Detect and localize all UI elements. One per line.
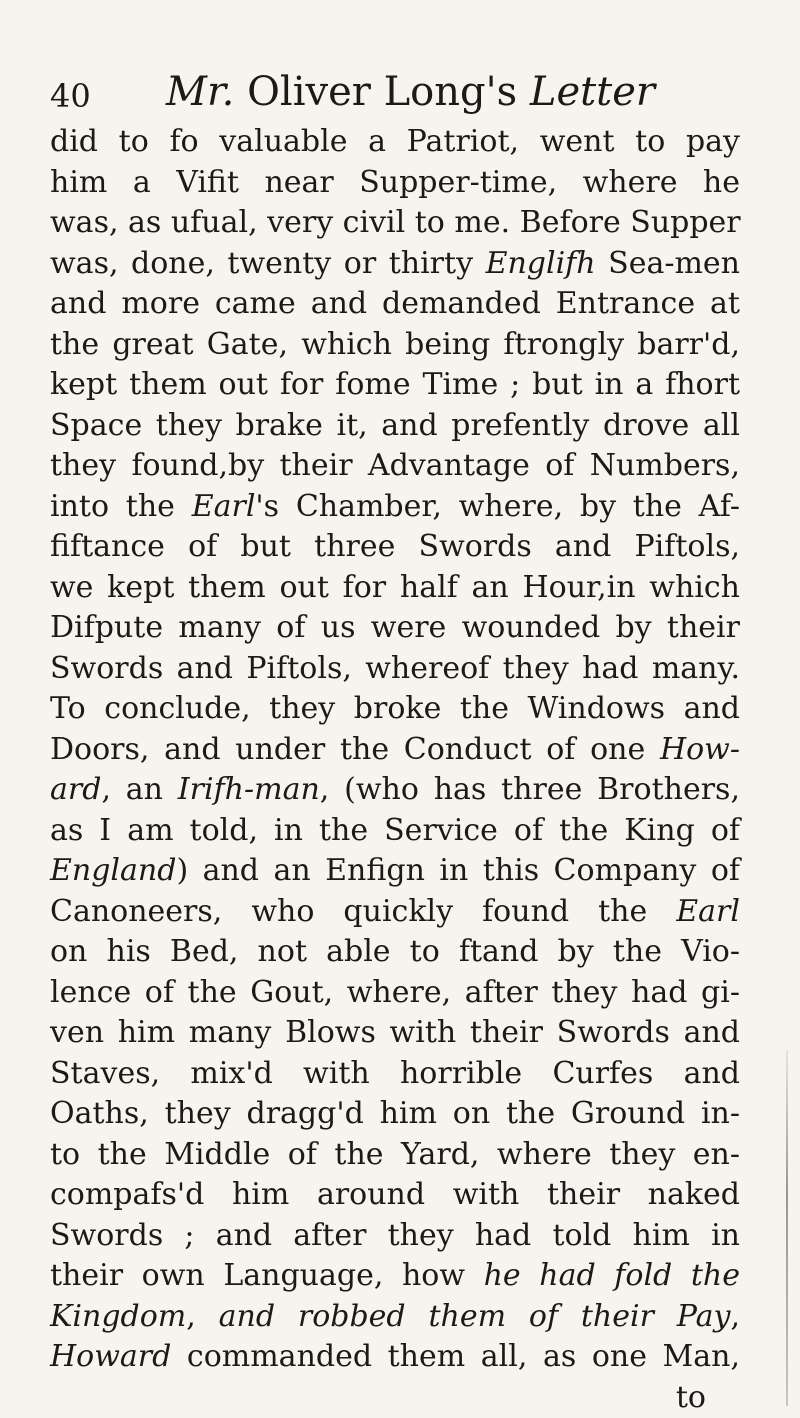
text-line — [50, 892, 740, 933]
text-line — [50, 1054, 740, 1095]
running-header — [50, 64, 750, 120]
body-text — [50, 122, 740, 1418]
italic-run: How- — [660, 732, 740, 767]
text-line — [50, 932, 740, 973]
text-run: 's Chamber, where, by the Af- — [255, 489, 740, 524]
text-line — [50, 811, 740, 852]
text-run: Swords ; and after they had told him in — [50, 1218, 740, 1253]
text-run: on his Bed, not able to ftand by the Vio- — [50, 934, 740, 969]
italic-run: and robbed them of their Pay — [219, 1299, 731, 1334]
text-run: Space they brake it, and prefently drove all — [50, 408, 740, 443]
text-run: Sea-men — [596, 246, 740, 281]
italic-run: Earl — [676, 894, 740, 929]
text-run: we kept them out for half an Hour,in which — [50, 570, 740, 605]
text-line — [50, 730, 740, 771]
text-line — [50, 568, 740, 609]
italic-run: Irifh-man — [178, 772, 320, 807]
text-run: commanded them all, as one Man, — [171, 1339, 740, 1374]
text-line — [50, 689, 740, 730]
text-run: ven him many Blows with their Swords and — [50, 1015, 740, 1050]
text-run: Difpute many of us were wounded by their — [50, 610, 740, 645]
text-run: into the — [50, 489, 192, 524]
text-run: their own Language, how — [50, 1258, 484, 1293]
text-line — [50, 770, 740, 811]
text-line — [50, 1135, 740, 1176]
text-line — [50, 1175, 740, 1216]
italic-run: ard — [50, 772, 101, 807]
text-line — [50, 406, 740, 447]
italic-run: Earl — [192, 489, 256, 524]
page-number: 40 — [50, 68, 91, 124]
text-run: the great Gate, which being ftrongly barr'd, — [50, 327, 740, 362]
text-line — [50, 1378, 740, 1418]
text-line — [50, 203, 740, 244]
text-run: Doors, and under the Conduct of one — [50, 732, 660, 767]
text-run: they found,by their Advantage of Numbers, — [50, 448, 740, 483]
text-line — [50, 649, 740, 690]
text-run: compafs'd him around with their naked — [50, 1177, 740, 1212]
text-line — [50, 325, 740, 366]
text-line — [50, 1256, 740, 1297]
text-line — [50, 122, 740, 163]
text-run: Oaths, they dragg'd him on the Ground in- — [50, 1096, 740, 1131]
text-run: , an — [101, 772, 177, 807]
text-run: to — [676, 1380, 706, 1415]
text-run: him a Vifit near Supper-time, where he — [50, 165, 740, 200]
italic-run: Howard — [50, 1339, 171, 1374]
title-mr: Mr. — [166, 69, 234, 115]
text-line — [50, 365, 740, 406]
text-run: kept them out for fome Time ; but in a fhort — [50, 367, 740, 402]
text-line — [50, 1216, 740, 1257]
text-run: Canoneers, who quickly found the — [50, 894, 676, 929]
text-line — [50, 284, 740, 325]
title-word: Letter — [530, 69, 655, 115]
italic-run: Kingdom — [50, 1299, 186, 1334]
title-name: Oliver Long's — [247, 69, 517, 115]
text-line — [50, 608, 740, 649]
text-run: to the Middle of the Yard, where they en- — [50, 1137, 740, 1172]
text-line — [50, 163, 740, 204]
text-line — [50, 527, 740, 568]
text-run: To conclude, they broke the Windows and — [50, 691, 740, 726]
text-line — [50, 1094, 740, 1135]
running-title — [166, 64, 655, 120]
text-run: , (who has three Brothers, — [320, 772, 740, 807]
text-line — [50, 1013, 740, 1054]
italic-run: he had fold the — [484, 1258, 740, 1293]
italic-run: England — [50, 853, 176, 888]
italic-run: Englifh — [486, 246, 596, 281]
text-line — [50, 487, 740, 528]
text-line — [50, 446, 740, 487]
text-run: as I am told, in the Service of the King of — [50, 813, 740, 848]
text-line — [50, 973, 740, 1014]
text-run: did to fo valuable a Patriot, went to pay — [50, 124, 740, 159]
text-line — [50, 1297, 740, 1338]
text-line — [50, 1337, 740, 1378]
text-line — [50, 244, 740, 285]
text-run: , — [186, 1299, 218, 1334]
text-run: Staves, mix'd with horrible Curfes and — [50, 1056, 740, 1091]
text-run: lence of the Gout, where, after they had gi- — [50, 975, 740, 1010]
text-run: Swords and Piftols, whereof they had many. — [50, 651, 740, 686]
text-run: was, as ufual, very civil to me. Before Supper — [50, 205, 741, 240]
text-run: and more came and demanded Entrance at — [50, 286, 740, 321]
text-run: ) and an Enfign in this Company of — [176, 853, 740, 888]
text-line — [50, 851, 740, 892]
page-edge-shadow — [786, 1050, 788, 1406]
text-run: , — [730, 1299, 740, 1334]
text-run: fiftance of but three Swords and Piftols, — [50, 529, 740, 564]
text-run: was, done, twenty or thirty — [50, 246, 486, 281]
